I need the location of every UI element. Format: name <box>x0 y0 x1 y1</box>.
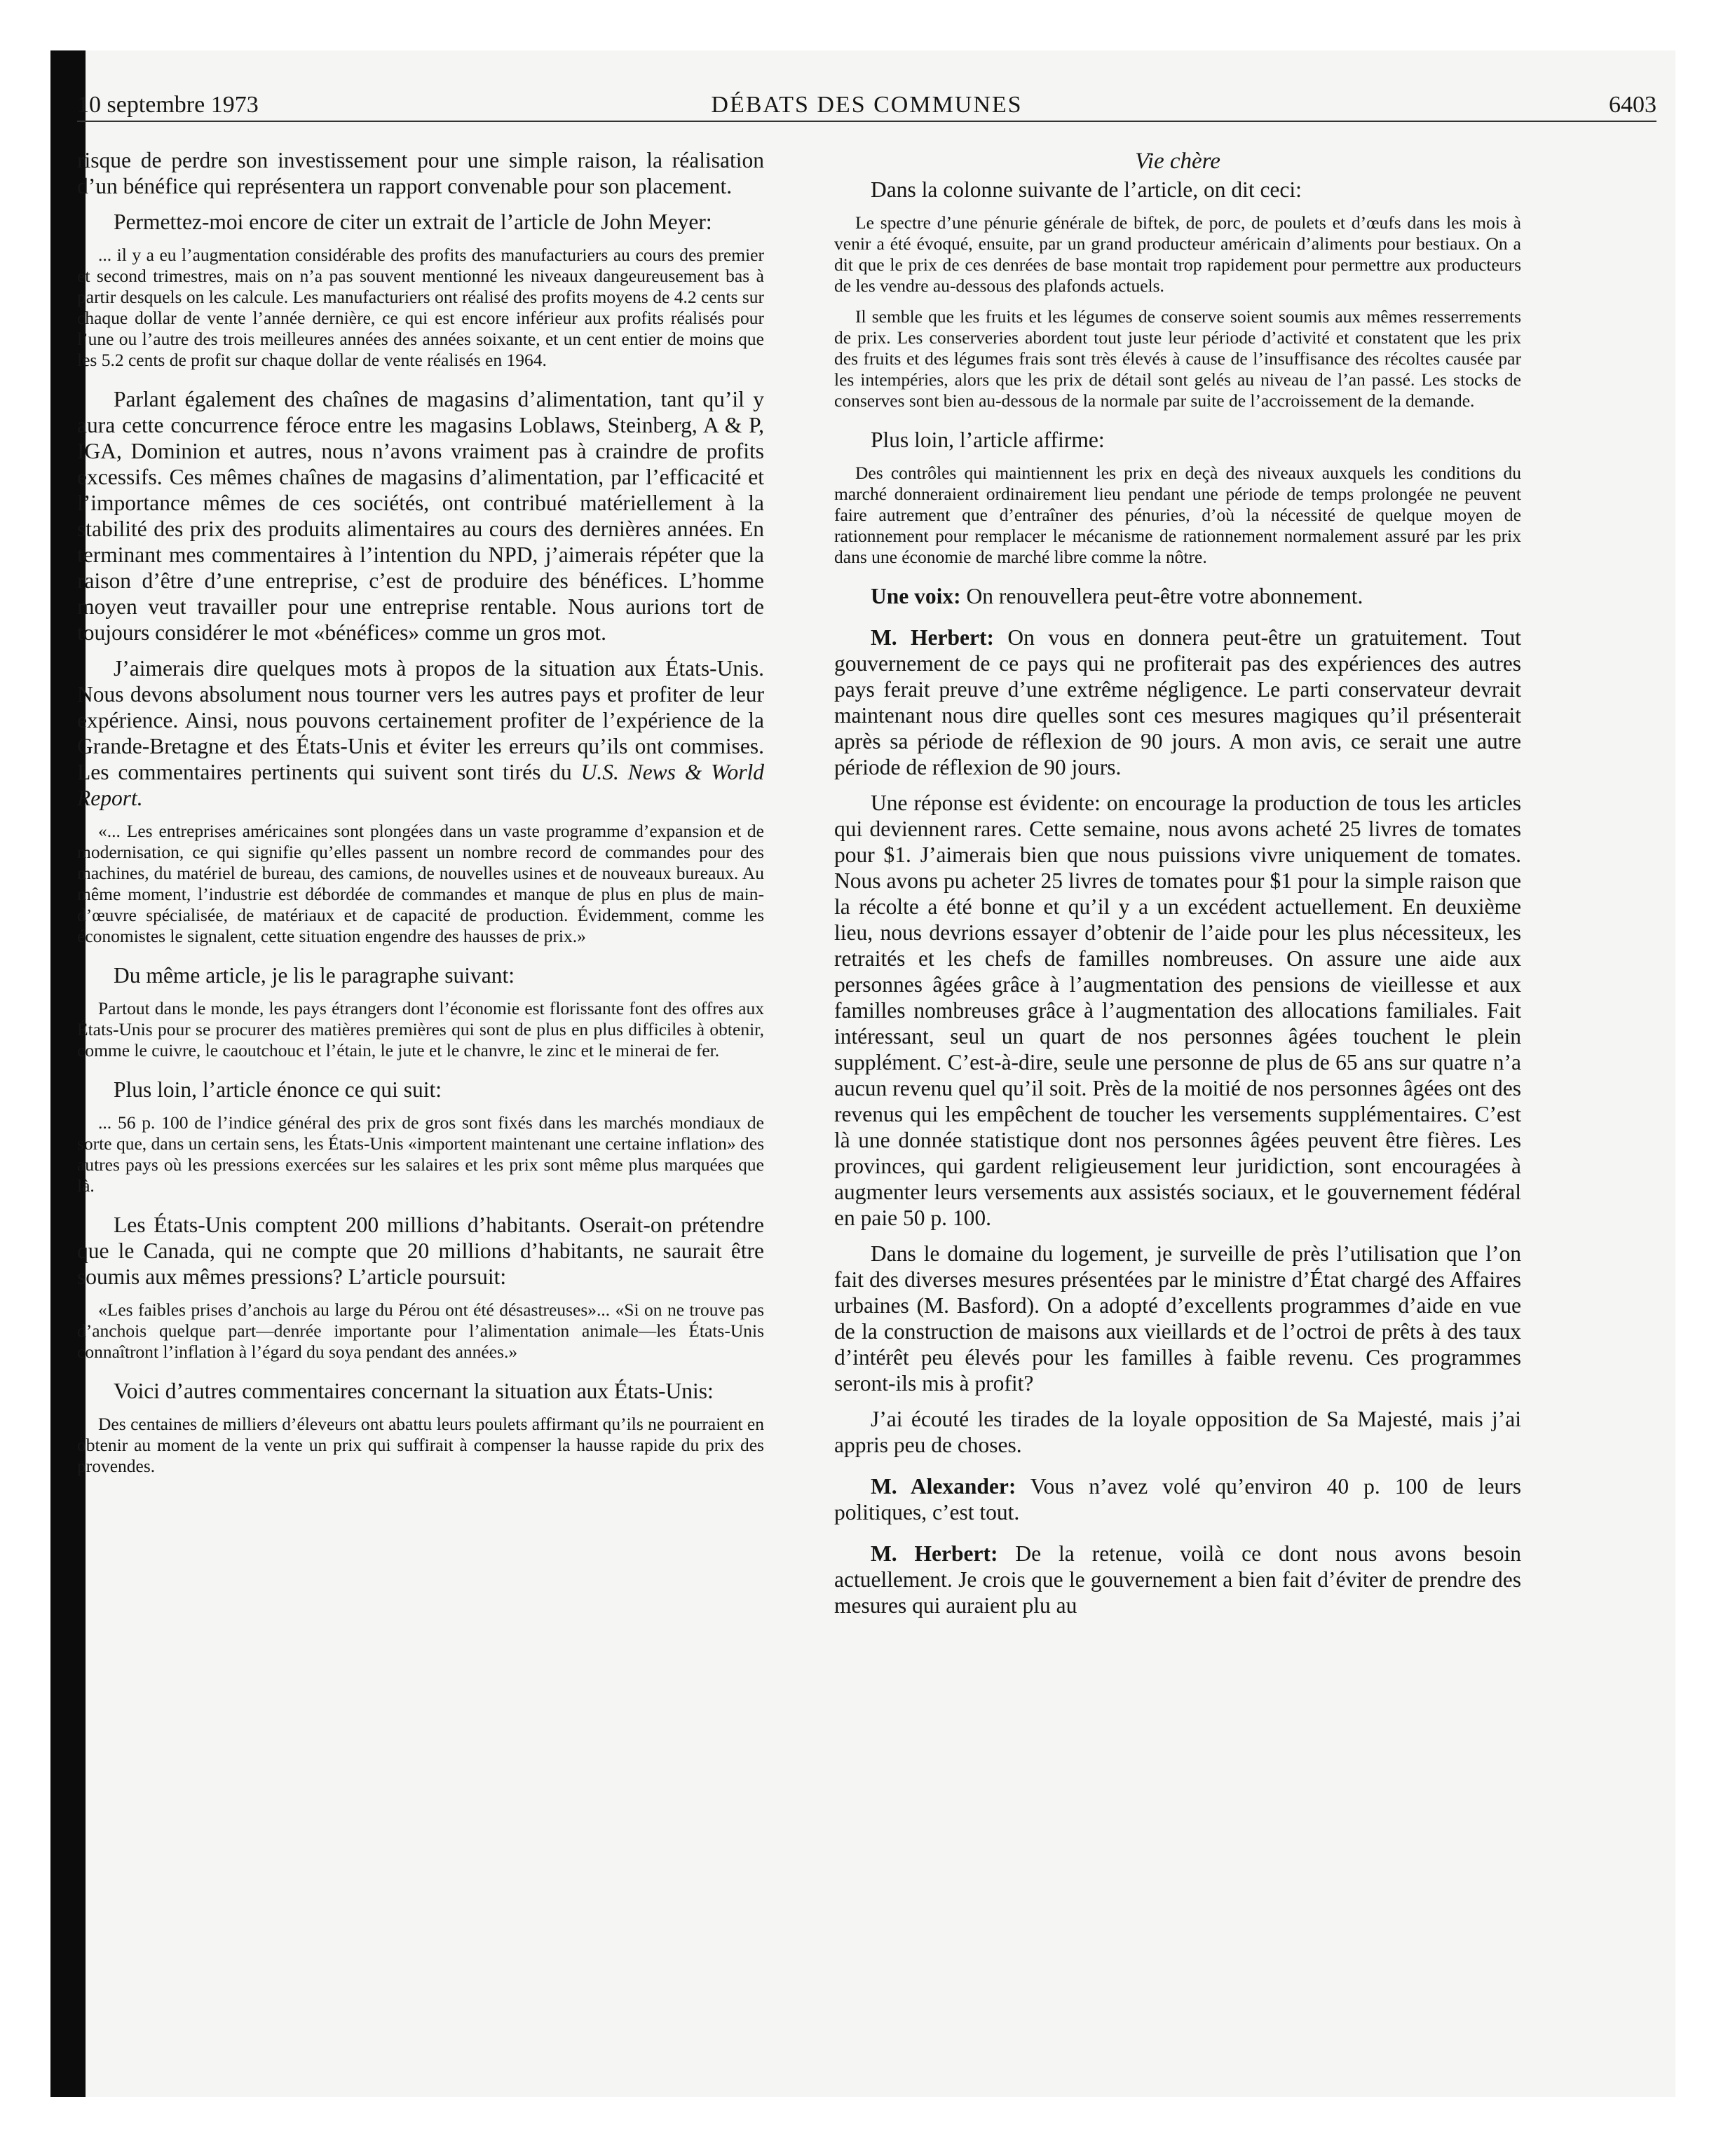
right-quote-3: Des contrôles qui maintiennent les prix en deçà des niveaux auxquels les conditions du marché donneraient ordinairement lieu pendant une période de temps prolongée ne peuvent faire autrement que d’entraîner des pénuries, d’où la nécessité de quelque moyen de rationnement pour remplacer le mécanisme de rationnement normalement assuré par les prix dans une économie de marché libre comme la nôtre. <box>834 463 1521 567</box>
speech-text: On renouvellera peut-être votre abonnement. <box>960 584 1363 608</box>
speech-alexander <box>834 1473 1521 1525</box>
left-paragraph-7: Les États-Unis comptent 200 millions d’habitants. Oserait-on prétendre que le Canada, qui ne compte que 20 millions d’habitants, ne saurait être soumis aux mêmes pressions? L’article poursuit: <box>77 1213 764 1289</box>
left-quote-5: «Les faibles prises d’anchois au large du Pérou ont été désastreuses»... «Si on ne trouve pas d’anchois quelque part—denrée importante pour l’alimentation animale—les États-Unis connaîtront l’inflation à l’égard du soya pendant des années.» <box>77 1299 764 1362</box>
left-paragraph-2: Permettez-moi encore de citer un extrait de l’article de John Meyer: <box>114 210 712 234</box>
right-paragraph-3: Une réponse est évidente: on encourage la production de tous les articles qui deviennent rares. Cette semaine, nous avons acheté 25 livres de tomates pour $1. J’aimerais bien que nous puissions vivre uniquement de tomates. Nous avons pu acheter 25 livres de tomates pour $1 pour la simple raison que la récolte a été bonne et qu’il y a un excédent actuellement. En deuxième lieu, nous devrions essayer d’obtenir de l’aide pour les plus nécessiteux, les retraités et les chefs de familles nombreuses. On assure une aide aux personnes âgées grâce à l’augmentation des pensions de vieillesse et aux familles nombreuses grâce à l’augmentation des allocations familiales. Fait intéressant, seul un quart de nos personnes âgées touchent le plein supplément. C’est-à-dire, seule une personne de plus de 65 ans sur quatre n’a aucun revenu quel qu’il soit. Près de la moitié de nos personnes âgées ont des revenus qui les empêchent de toucher les versements supplémentaires. C’est là une donnée statistique dont nos personnes âgées peuvent être fières. Les provinces, qui gardent religieusement leur juridiction, sont encouragées à augmenter leurs versements aux assistés sociaux, et le gouvernement fédéral en paie 50 p. 100. <box>834 791 1521 1230</box>
running-head <box>77 90 1656 122</box>
right-column <box>834 147 1521 1618</box>
left-paragraph-8: Voici d’autres commentaires concernant la situation aux États-Unis: <box>114 1379 714 1403</box>
speech-text: Vous n’avez volé qu’environ 40 p. 100 de leurs politiques, c’est tout. <box>834 1474 1522 1524</box>
left-quote-2: «... Les entreprises américaines sont plongées dans un vaste programme d’expansion et de modernisation, ce qui signifie qu’elles passent un nombre record de commandes pour des machines, du matériel de bureau, des camions, de nouvelles usines et de nouveaux bureaux. Au même moment, l’industrie est débordée de commandes et manque de plus en plus de main-d’œuvre spécialisée, de matériaux et de capacité de production. Évidemment, comme les économistes le signalent, cette situation engendre des hausses de prix.» <box>77 821 764 946</box>
right-paragraph-2: Plus loin, l’article affirme: <box>871 428 1105 452</box>
left-paragraph-6: Plus loin, l’article énonce ce qui suit: <box>114 1077 442 1102</box>
speaker-name: Une voix: <box>871 584 961 608</box>
left-quote-4: ... 56 p. 100 de l’indice général des prix de gros sont fixés dans les marchés mondiaux de sorte que, dans un certain sens, les États-Unis «importent maintenant une certaine inflation» des autres pays où les pressions exercées sur les salaires et les prix sont même plus marquées que là. <box>77 1112 764 1196</box>
left-quote-6: Des centaines de milliers d’éleveurs ont abattu leurs poulets affirmant qu’ils ne pourraient en obtenir au moment de la vente un prix qui suffirait à compenser la hausse rapide du prix des provendes. <box>77 1414 764 1476</box>
speaker-name: M. Herbert: <box>871 625 994 650</box>
left-paragraph-5: Du même article, je lis le paragraphe suivant: <box>114 963 515 988</box>
left-paragraph-1: risque de perdre son investissement pour une simple raison, la réalisation d’un bénéfice qui représentera un rapport convenable pour son placement. <box>77 148 764 198</box>
right-paragraph-5: J’ai écouté les tirades de la loyale opposition de Sa Majesté, mais j’ai appris peu de choses. <box>834 1407 1521 1457</box>
section-subheading: Vie chère <box>1135 149 1220 174</box>
header-title: DÉBATS DES COMMUNES <box>711 92 1023 118</box>
speaker-name: M. Herbert: <box>871 1541 998 1566</box>
right-paragraph-4: Dans le domaine du logement, je surveille de près l’utilisation que l’on fait des diverses mesures présentées par le ministre d’État chargé des Affaires urbaines (M. Basford). On a adopté d’excellents programmes d’aide en vue de la construction de maisons aux vieillards et de l’octroi de prêts à des taux d’intérêt peu élevés pour les familles à faible revenu. Ces programmes seront-ils mis à profit? <box>834 1241 1521 1396</box>
left-quote-3: Partout dans le monde, les pays étrangers dont l’économie est florissante font des offres aux États-Unis pour se procurer des matières premières qui sont de plus en plus difficiles à obtenir, comme le cuivre, le caoutchouc et l’étain, le jute et le chanvre, le zinc et le minerai de fer. <box>77 998 764 1060</box>
right-paragraph-1: Dans la colonne suivante de l’article, on dit ceci: <box>871 177 1302 202</box>
speech-herbert-1 <box>834 625 1521 780</box>
speech-herbert-2 <box>834 1541 1521 1618</box>
header-page-number: 6403 <box>1609 92 1656 118</box>
header-date: 10 septembre 1973 <box>77 92 259 118</box>
right-quote-2: Il semble que les fruits et les légumes de conserve soient soumis aux mêmes resserrements de prix. Les conserveries abordent tout juste leur période d’activité et constatent que les prix des fruits et des légumes frais sont très élevés à cause de l’insuffisance des récoltes causée par les intempéries, alors que les prix de détail sont gelés au niveau de l’an passé. Les stocks de conserves sont bien au-dessous de la normale par suite de l’accroissement de la demande. <box>834 306 1521 411</box>
left-paragraph-4-text: J’aimerais dire quelques mots à propos de la situation aux États-Unis. Nous devons absolument nous tourner vers les autres pays et profiter de leur expérience. Ainsi, nous pouvons certainement profiter de l’expérience de la Grande-Bretagne et des États-Unis et éviter les erreurs qu’ils ont commises. Les commentaires pertinents qui suivent sont tirés du <box>77 656 764 784</box>
left-column <box>77 147 764 1477</box>
speech-une-voix <box>834 583 1521 609</box>
left-paragraph-4 <box>77 655 764 811</box>
left-paragraph-3: Parlant également des chaînes de magasins d’alimentation, tant qu’il y aura cette concurrence féroce entre les magasins Loblaws, Steinberg, A & P, IGA, Dominion et autres, nous n’avons vraiment pas à craindre de profits excessifs. Ces mêmes chaînes de magasins d’alimentation, par l’efficacité et l’importance mêmes de ces sociétés, ont contribué matériellement à la stabilité des prix des produits alimentaires au cours des dernières années. En terminant mes commentaires à l’intention du NPD, j’aimerais répéter que la raison d’être d’une entreprise, c’est de produire des bénéfices. L’homme moyen veut travailler pour une entreprise rentable. Nous aurions tort de toujours considérer le mot «bénéfices» comme un gros mot. <box>77 387 764 645</box>
right-quote-1: Le spectre d’une pénurie générale de biftek, de porc, de poulets et d’œufs dans les mois à venir a été évoqué, ensuite, par un grand producteur américain d’aliments pour bestiaux. On a dit que le prix de ces denrées de base montait trop rapidement pour permettre aux producteurs de les vendre au-dessous des plafonds actuels. <box>834 212 1521 296</box>
speech-text: De la retenue, voilà ce dont nous avons besoin actuellement. Je crois que le gouvernement a bien fait d’éviter de prendre des mesures qui auraient plu au <box>834 1541 1522 1618</box>
publication-title: U.S. News & World Report. <box>77 760 764 810</box>
left-quote-1: ... il y a eu l’augmentation considérable des profits des manufacturiers au cours des premier et second trimestres, mais on n’a pas souvent mentionné les niveaux dangeureusement bas à partir desquels on les calcule. Les manufacturiers ont réalisé des profits moyens de 4.2 cents sur chaque dollar de vente l’année dernière, ce qui est encore inférieur aux profits réalisés pour l’une ou l’autre des trois meilleures années des années soixante, et un cent entier de moins que les 5.2 cents de profit sur chaque dollar de vente réalisés en 1964. <box>77 245 764 370</box>
speaker-name: M. Alexander: <box>871 1474 1016 1499</box>
speech-text: On vous en donnera peut-être un gratuitement. Tout gouvernement de ce pays qui ne profiterait pas des expériences des autres pays ferait preuve d’une extrême négligence. Le parti conservateur devrait maintenant nous dire quelles sont ces mesures magiques qu’il présenterait après sa période de réflexion de 90 jours. A mon avis, ce serait une autre période de réflexion de 90 jours. <box>834 625 1521 779</box>
